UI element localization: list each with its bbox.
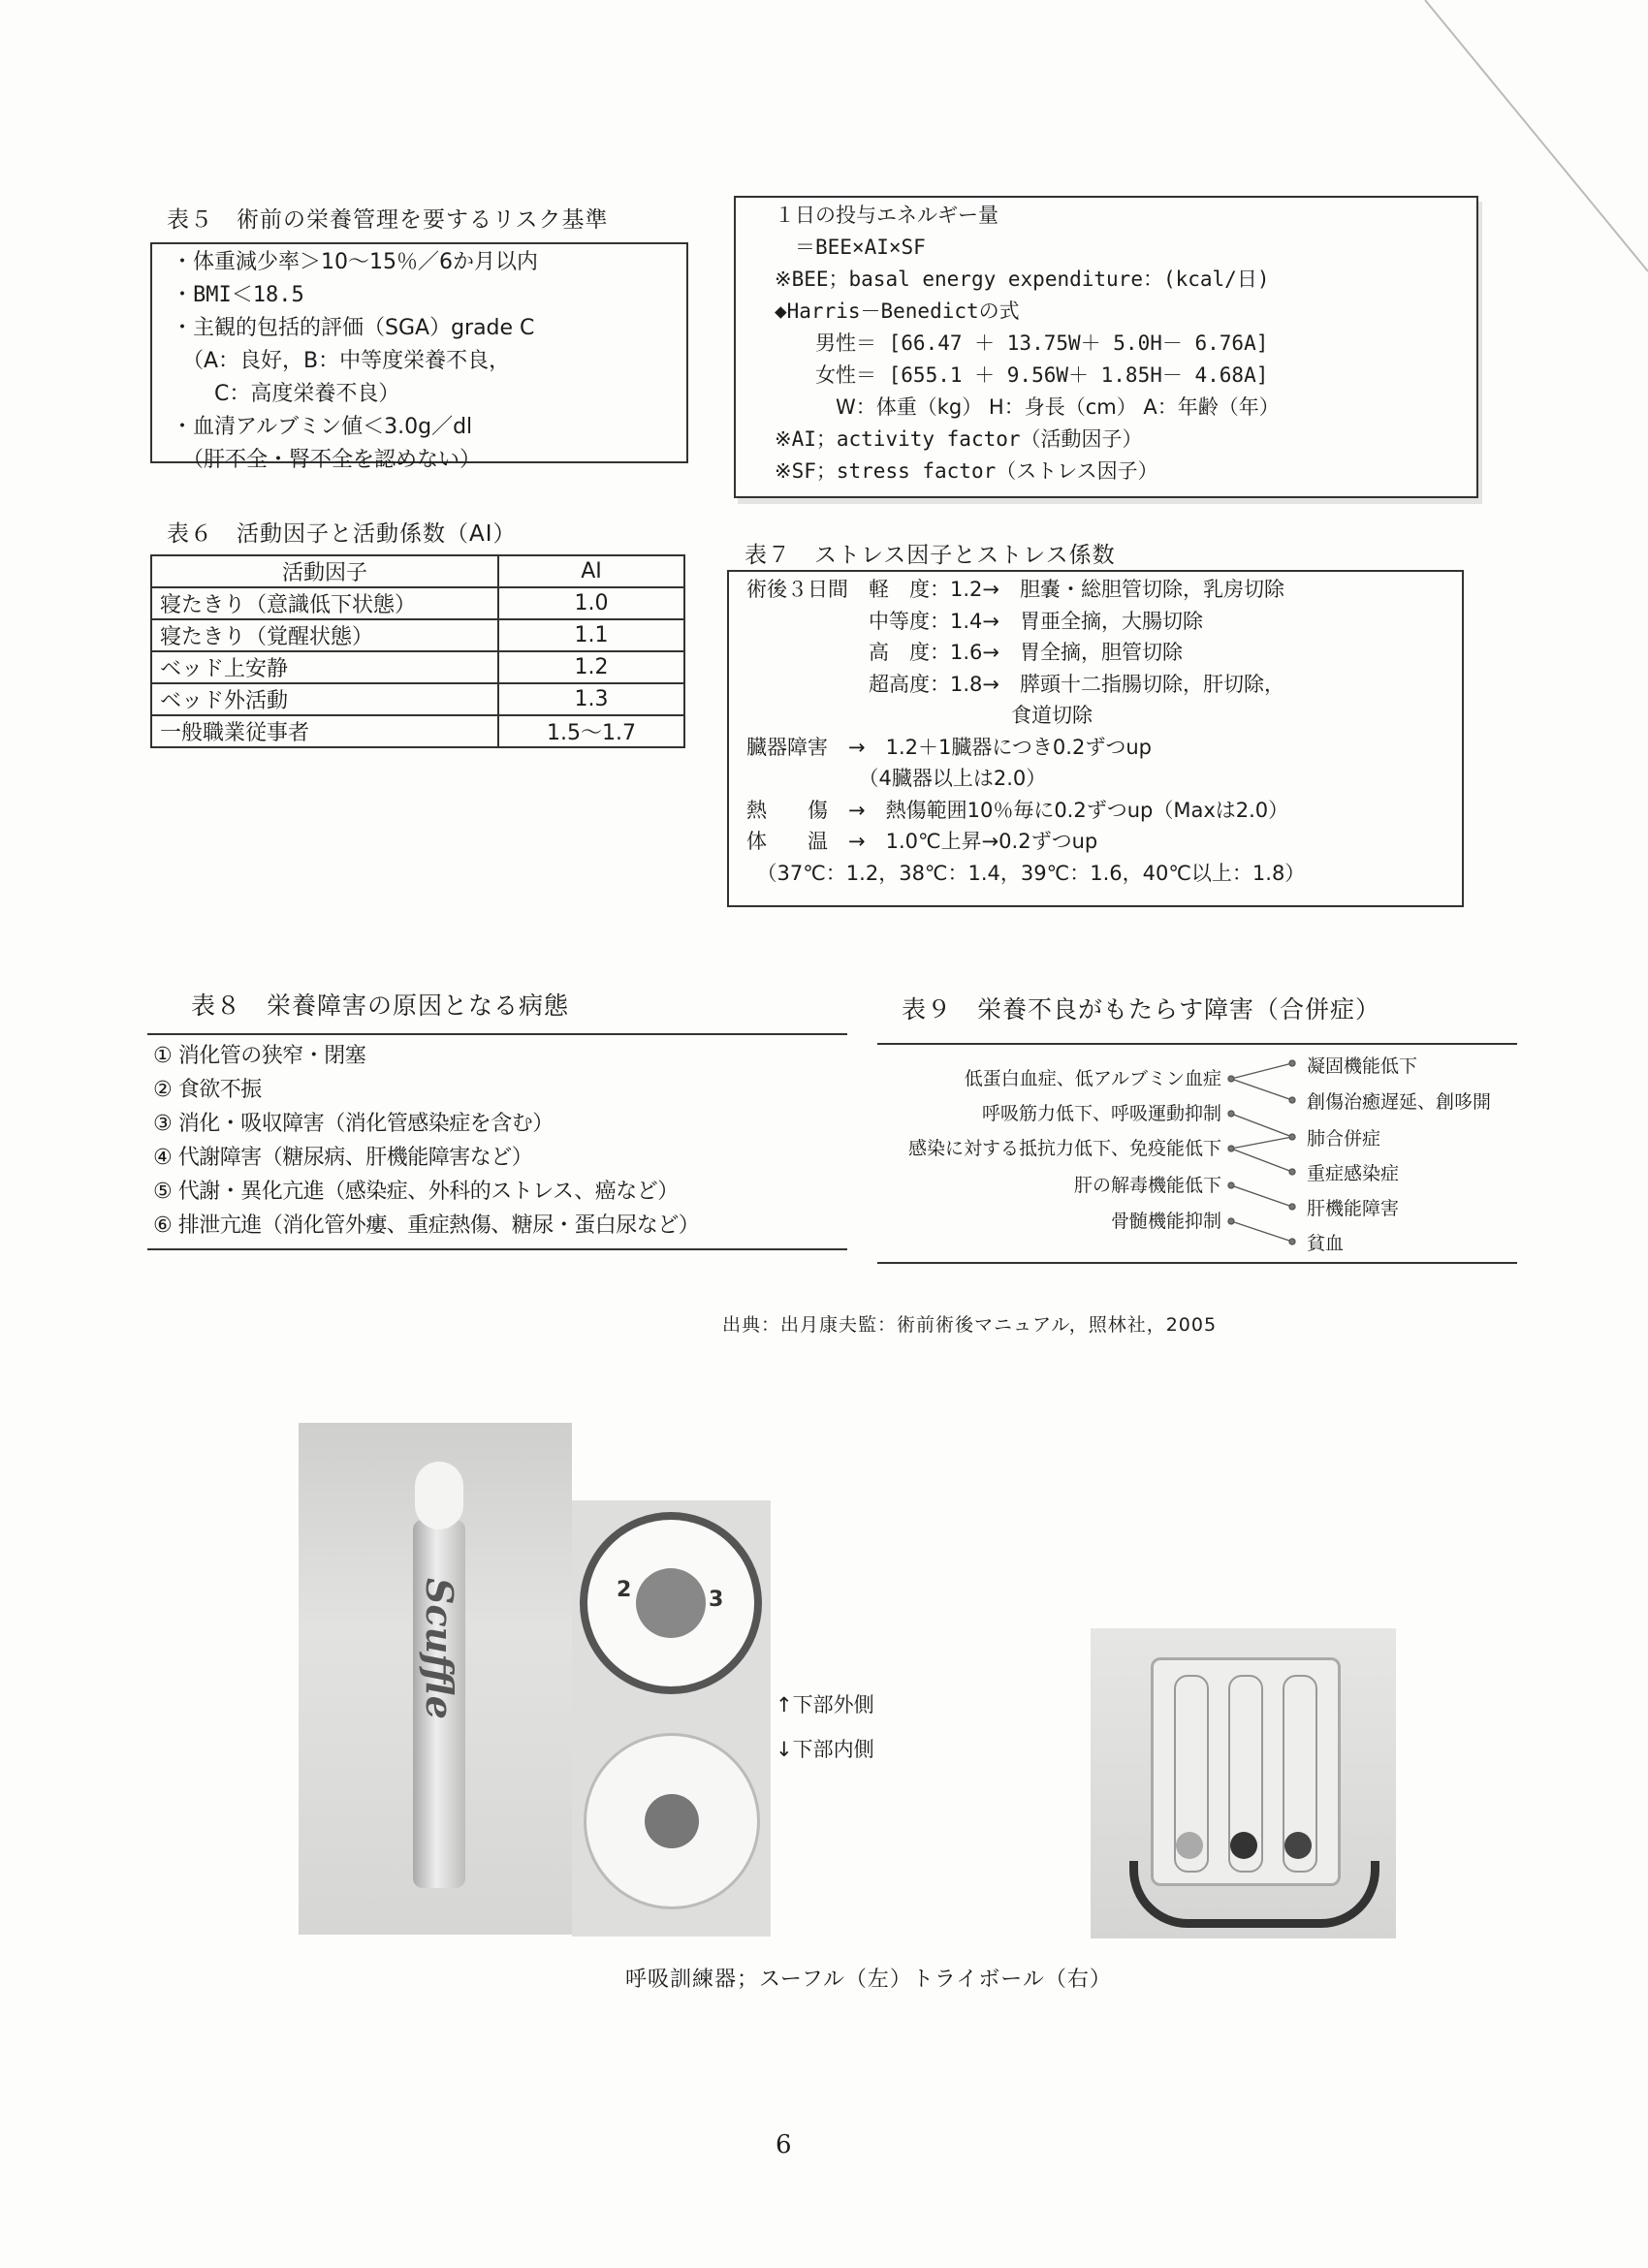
triball-ball bbox=[1284, 1832, 1312, 1859]
energy-line: 女性＝ [655.1 ＋ 9.56W＋ 1.85H－ 4.68A] bbox=[775, 363, 1269, 387]
photo-caption: 呼吸訓練器；スーフル（左）トライボール（右） bbox=[625, 1968, 1112, 1992]
table-row bbox=[151, 619, 684, 651]
source-citation: 出典：出月康夫監：術前術後マニュアル，照林社，2005 bbox=[722, 1314, 1218, 1336]
table9-cause: 肝の解毒機能低下 bbox=[1073, 1175, 1221, 1196]
list-item: ② 食欲不振 bbox=[153, 1078, 262, 1102]
table6-ai: 1.0 bbox=[498, 587, 684, 619]
photo-triball bbox=[1091, 1628, 1396, 1938]
table7-line: 超高度：1.8→ 膵頭十二指腸切除，肝切除， bbox=[746, 672, 1284, 696]
connector-line bbox=[1231, 1137, 1292, 1149]
table6-factor: ベッド上安静 bbox=[151, 651, 498, 683]
table5-box bbox=[150, 242, 688, 472]
connector-dot bbox=[1228, 1182, 1234, 1188]
table6 bbox=[150, 554, 685, 748]
table6-factor: 寝たきり（意識低下状態） bbox=[151, 587, 498, 619]
table6-factor: ベッド外活動 bbox=[151, 683, 498, 715]
arrow-up-label: ↑下部外側 bbox=[776, 1693, 874, 1717]
table7-line: 体 温 → 1.0℃上昇→0.2ずつup bbox=[746, 830, 1098, 853]
table6-ai: 1.1 bbox=[498, 619, 684, 651]
table-row bbox=[151, 587, 684, 619]
page-corner-fold bbox=[1406, 0, 1648, 281]
bottle-brand-text: Scuffle bbox=[418, 1578, 461, 1719]
table5-item: C：高度栄養不良） bbox=[172, 382, 400, 406]
connector-line bbox=[1231, 1149, 1292, 1172]
connector-line bbox=[1231, 1079, 1292, 1100]
table7-line: 臓器障害 → 1.2＋1臓器につき0.2ずつup bbox=[746, 735, 1152, 759]
list-item: ⑤ 代謝・異化亢進（感染症、外科的ストレス、癌など） bbox=[153, 1180, 679, 1204]
fold-line bbox=[1425, 0, 1648, 271]
list-item: ⑥ 排泄亢進（消化管外瘻、重症熱傷、糖尿・蛋白尿など） bbox=[153, 1213, 700, 1238]
disc-outer-side bbox=[580, 1512, 762, 1694]
table6-ai: 1.3 bbox=[498, 683, 684, 715]
bottle-cap bbox=[415, 1462, 463, 1529]
table8-caption: 表８ 栄養障害の原因となる病態 bbox=[191, 992, 570, 1020]
table9-effect: 肺合併症 bbox=[1307, 1128, 1381, 1150]
table-row bbox=[151, 683, 684, 715]
table7-line: 術後３日間 軽 度：1.2→ 胆嚢・総胆管切除，乳房切除 bbox=[746, 578, 1284, 601]
arrow-down-label: ↓下部内側 bbox=[776, 1738, 874, 1761]
table9-caption: 表９ 栄養不良がもたらす障害（合併症） bbox=[902, 995, 1381, 1024]
photo-scuffle-discs bbox=[572, 1500, 771, 1937]
list-item: ④ 代謝障害（糖尿病、肝機能障害など） bbox=[153, 1146, 533, 1170]
table7-line: （4臓器以上は2.0） bbox=[746, 767, 1047, 790]
photo-scuffle-bottle bbox=[299, 1423, 572, 1935]
table7-caption: 表７ ストレス因子とストレス係数 bbox=[745, 543, 1116, 568]
table9-effect: 重症感染症 bbox=[1307, 1163, 1400, 1184]
table9-cause: 呼吸筋力低下、呼吸運動抑制 bbox=[981, 1103, 1221, 1124]
connector-dot bbox=[1289, 1060, 1295, 1066]
connector-dot bbox=[1228, 1111, 1234, 1117]
energy-line: ◆Harris－Benedictの式 bbox=[775, 299, 1020, 323]
triball-hose bbox=[1129, 1861, 1379, 1928]
connector-dot bbox=[1289, 1134, 1295, 1140]
connector-line bbox=[1231, 1221, 1292, 1242]
table7-line: 高 度：1.6→ 胃全摘，胆管切除 bbox=[746, 641, 1183, 664]
energy-line: ＝BEE×AI×SF bbox=[775, 236, 926, 259]
table8-bottom-rule bbox=[147, 1248, 847, 1250]
table6-header: AI bbox=[498, 555, 684, 587]
table9-bottom-rule bbox=[877, 1262, 1517, 1264]
energy-line: 男性＝ [66.47 ＋ 13.75W＋ 5.0H－ 6.76A] bbox=[775, 331, 1269, 355]
table9-cause: 低蛋白血症、低アルブミン血症 bbox=[964, 1068, 1221, 1089]
energy-line: ※SF；stress factor（ストレス因子） bbox=[775, 459, 1158, 483]
table5-item: （肝不全・腎不全を認めない） bbox=[172, 448, 482, 472]
connector-dot bbox=[1228, 1076, 1234, 1082]
triball-ball bbox=[1230, 1832, 1257, 1859]
energy-formula-box bbox=[734, 196, 1478, 498]
disc-center bbox=[636, 1568, 706, 1638]
table6-header: 活動因子 bbox=[151, 555, 498, 587]
table8-list bbox=[153, 1039, 699, 1243]
table6-ai: 1.5～1.7 bbox=[498, 715, 684, 747]
connector-dot bbox=[1228, 1218, 1234, 1224]
table9-top-rule bbox=[877, 1043, 1517, 1045]
energy-line: ※BEE；basal energy expenditure：(kcal/日) bbox=[775, 268, 1270, 291]
table9-effect: 肝機能障害 bbox=[1307, 1198, 1400, 1219]
connector-dot bbox=[1289, 1097, 1295, 1103]
table7-box bbox=[727, 570, 1464, 907]
table6-factor: 一般職業従事者 bbox=[151, 715, 498, 747]
disc-digit: 3 bbox=[709, 1588, 724, 1612]
table5-caption: 表５ 術前の栄養管理を要するリスク基準 bbox=[167, 207, 609, 233]
connector-line bbox=[1231, 1063, 1292, 1079]
list-item: ③ 消化・吸収障害（消化管感染症を含む） bbox=[153, 1112, 554, 1136]
energy-line: １日の投与エネルギー量 bbox=[775, 204, 998, 227]
table7-line: 食道切除 bbox=[746, 704, 1093, 727]
table5-item: ・体重減少率＞10～15％／6か月以内 bbox=[172, 250, 538, 274]
page-number: 6 bbox=[776, 2130, 792, 2159]
table5-item: ・血清アルブミン値＜3.0g／dl bbox=[172, 415, 473, 439]
disc-inner-side bbox=[584, 1733, 760, 1909]
table7-line: 中等度：1.4→ 胃亜全摘，大腸切除 bbox=[746, 609, 1203, 633]
table9-cause: 骨髄機能抑制 bbox=[1110, 1211, 1221, 1232]
table6-header-row bbox=[151, 555, 684, 587]
list-item: ① 消化管の狭窄・閉塞 bbox=[153, 1044, 366, 1068]
table7-line: （37℃：1.2，38℃：1.4，39℃：1.6，40℃以上：1.8） bbox=[746, 861, 1306, 885]
table6-caption: 表６ 活動因子と活動係数（AI） bbox=[167, 521, 517, 547]
table5-item: （A：良好，B：中等度栄養不良， bbox=[172, 349, 511, 373]
energy-line: W：体重（kg） H：身長（cm） A：年齢（年） bbox=[775, 395, 1280, 419]
table6-factor: 寝たきり（覚醒状態） bbox=[151, 619, 498, 651]
disc-digit: 2 bbox=[617, 1578, 632, 1602]
table9-cause: 感染に対する抵抗力低下、免疫能低下 bbox=[907, 1138, 1221, 1159]
table9-effect: 貧血 bbox=[1307, 1233, 1345, 1254]
triball-ball bbox=[1176, 1832, 1203, 1859]
table8-top-rule bbox=[147, 1033, 847, 1035]
table-row bbox=[151, 715, 684, 747]
disc-inner-center bbox=[645, 1794, 699, 1848]
connector-line bbox=[1231, 1185, 1292, 1207]
table6-ai: 1.2 bbox=[498, 651, 684, 683]
connector-dot bbox=[1289, 1169, 1295, 1175]
table7-line: 熱 傷 → 熱傷範囲10％毎に0.2ずつup（Maxは2.0） bbox=[746, 798, 1289, 822]
connector-dot bbox=[1289, 1239, 1295, 1244]
energy-line: ※AI；activity factor（活動因子） bbox=[775, 427, 1143, 451]
table9-effect: 創傷治癒遅延、創哆開 bbox=[1307, 1091, 1492, 1113]
table5-item: ・主観的包括的評価（SGA）grade C bbox=[172, 316, 535, 340]
connector-line bbox=[1231, 1114, 1292, 1137]
table5-item: ・BMI＜18.5 bbox=[172, 283, 304, 307]
connector-dot bbox=[1228, 1146, 1234, 1151]
table9-connector-lines bbox=[1217, 1052, 1304, 1255]
table-row bbox=[151, 651, 684, 683]
table9-effect: 凝固機能低下 bbox=[1307, 1055, 1418, 1077]
connector-dot bbox=[1289, 1204, 1295, 1210]
